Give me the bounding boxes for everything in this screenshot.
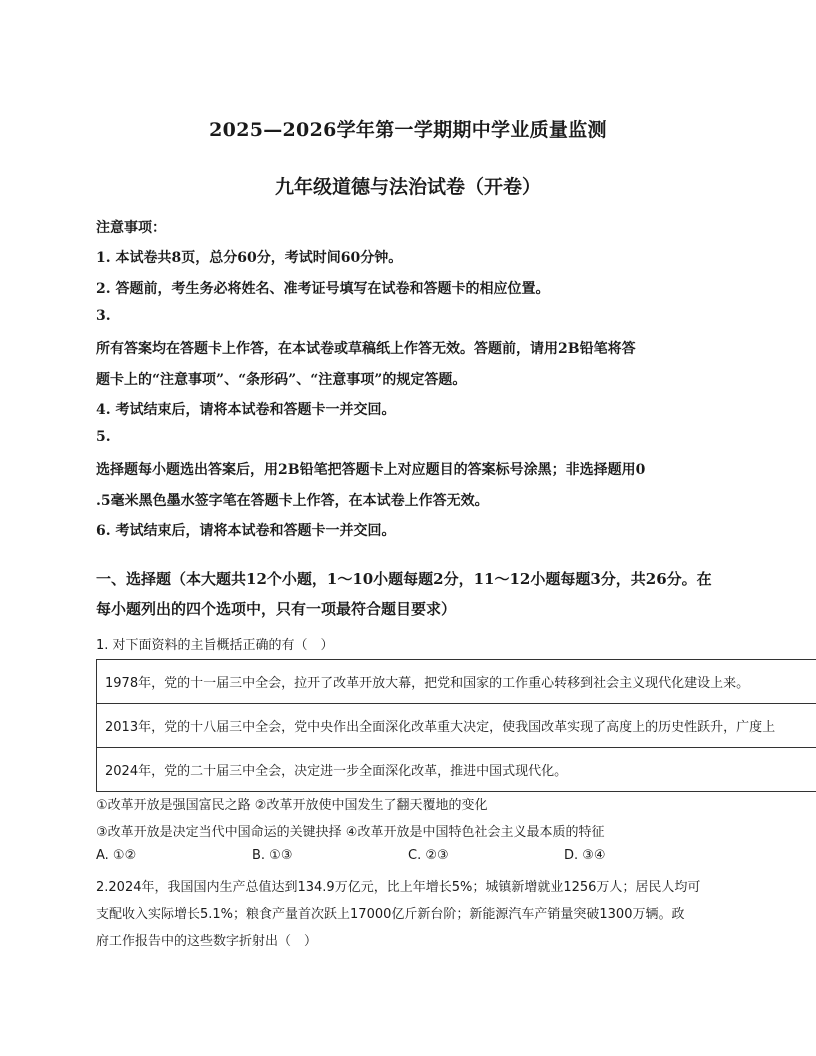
option-b[interactable]: B. ①③ — [252, 848, 293, 863]
question-2-stem: 支配收入实际增长5.1%；粮食产量首次跃上17000亿斤新台阶；新能源汽车产销量突破1300万辆。政 — [96, 907, 685, 922]
notice-heading: 注意事项： — [96, 220, 166, 236]
option-a[interactable]: A. ①② — [96, 848, 137, 863]
notice-line: 所有答案均在答题卡上作答，在本试卷或草稿纸上作答无效。答题前，请用2B铅笔将答 — [96, 341, 636, 357]
table-cell: 2013年，党的十八届三中全会，党中央作出全面深化改革重大决定，使我国改革实现了高度上的历史性跃升，广度上 — [97, 704, 816, 748]
question-2-stem: 府工作报告中的这些数字折射出（ ） — [96, 934, 318, 949]
table-cell: 1978年，党的十一届三中全会，拉开了改革开放大幕，把党和国家的工作重心转移到社会主义现代化建设上来。 — [97, 660, 816, 704]
material-table — [96, 659, 816, 792]
notice-line: 6. 考试结束后，请将本试卷和答题卡一并交回。 — [96, 523, 396, 539]
notice-line: 5. — [96, 429, 111, 445]
table-row — [97, 660, 816, 704]
notice-line: .5毫米黑色墨水签字笔在答题卡上作答，在本试卷上作答无效。 — [96, 493, 489, 509]
notice-line: 2. 答题前，考生务必将姓名、准考证号填写在试卷和答题卡的相应位置。 — [96, 281, 550, 297]
table-row — [97, 748, 816, 792]
notice-line: 选择题每小题选出答案后，用2B铅笔把答题卡上对应题目的答案标号涂黑；非选择题用0 — [96, 462, 646, 478]
question-1-statements: ③改革开放是决定当代中国命运的关键抉择 ④改革开放是中国特色社会主义最本质的特征 — [96, 825, 605, 840]
table-cell: 2024年，党的二十届三中全会，决定进一步全面深化改革，推进中国式现代化。 — [97, 748, 816, 792]
section-heading: 一、选择题（本大题共12个小题，1～10小题每题2分，11～12小题每题3分，共26分。在 — [96, 570, 712, 588]
option-d[interactable]: D. ③④ — [564, 848, 606, 863]
question-1-statements: ①改革开放是强国富民之路 ②改革开放使中国发生了翻天覆地的变化 — [96, 798, 488, 813]
notice-line: 题卡上的“注意事项”、“条形码”、“注意事项”的规定答题。 — [96, 372, 467, 388]
question-2-stem: 2.2024年，我国国内生产总值达到134.9万亿元，比上年增长5%；城镇新增就业1256万人；居民人均可 — [96, 880, 701, 895]
table-row — [97, 704, 816, 748]
option-c[interactable]: C. ②③ — [408, 848, 449, 863]
exam-title: 2025—2026学年第一学期期中学业质量监测 — [209, 119, 607, 141]
notice-line: 3. — [96, 308, 111, 324]
question-1-stem: 1. 对下面资料的主旨概括正确的有（ ） — [96, 638, 334, 653]
notice-line: 1. 本试卷共8页，总分60分，考试时间60分钟。 — [96, 250, 403, 266]
section-heading-cont: 每小题列出的四个选项中，只有一项最符合题目要求） — [96, 600, 457, 618]
notice-line: 4. 考试结束后，请将本试卷和答题卡一并交回。 — [96, 402, 396, 418]
exam-subtitle: 九年级道德与法治试卷（开卷） — [274, 176, 541, 198]
